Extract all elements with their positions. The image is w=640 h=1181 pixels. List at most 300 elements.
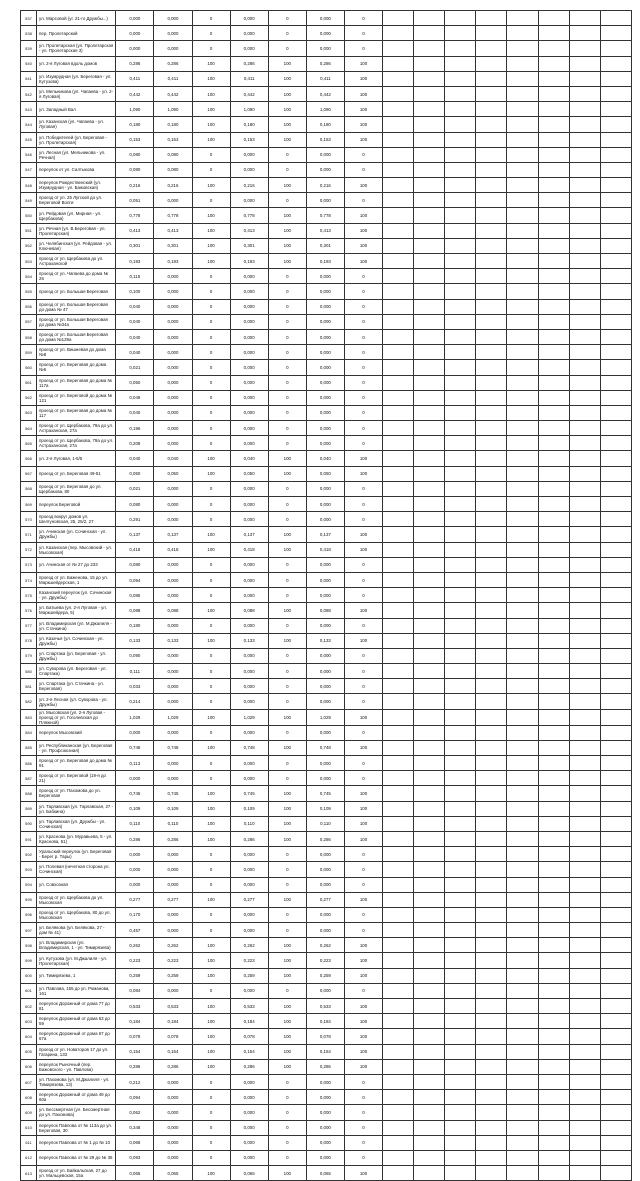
value-cell: 0,193 [306, 254, 344, 269]
empty-cell [414, 572, 445, 587]
empty-cell [476, 1166, 507, 1181]
value-cell: 0,000 [306, 41, 344, 56]
empty-cell [383, 1135, 414, 1150]
value-cell: 0 [268, 360, 306, 375]
value-cell: 0,154 [154, 1044, 192, 1059]
value-cell: 0 [344, 26, 382, 41]
row-number-cell: 544 [21, 117, 37, 132]
value-cell: 0,040 [116, 314, 154, 329]
value-cell: 0 [192, 193, 230, 208]
empty-cell [507, 208, 538, 223]
value-cell: 0,216 [306, 178, 344, 193]
road-name-cell: Уральский переулок (ул. Береговая - Берег р. Тары) [37, 847, 116, 862]
empty-cell [414, 877, 445, 892]
row-number-cell: 555 [21, 284, 37, 299]
value-cell: 0,277 [230, 892, 268, 907]
empty-cell [383, 56, 414, 71]
empty-cell [476, 1120, 507, 1135]
row-number-cell: 553 [21, 254, 37, 269]
road-name-cell: ул. Тарлавская (ул. Дружбы - ул. Сочинская) [37, 816, 116, 831]
empty-cell [569, 375, 600, 390]
empty-cell [414, 132, 445, 147]
value-cell: 0,133 [154, 633, 192, 648]
value-cell: 0,216 [230, 178, 268, 193]
table-row [21, 1120, 632, 1135]
value-cell: 0,000 [230, 862, 268, 877]
road-name-cell: ул. Лесная (ул. Мельникова - ул. Речная) [37, 147, 116, 162]
value-cell: 0,080 [116, 162, 154, 177]
road-name-cell: переулок Дорожный от дома 67 до 67а [37, 1029, 116, 1044]
empty-cell [445, 603, 476, 618]
value-cell: 0 [192, 345, 230, 360]
value-cell: 100 [268, 117, 306, 132]
value-cell: 0,286 [154, 831, 192, 846]
empty-cell [383, 999, 414, 1014]
table-row [21, 786, 632, 801]
value-cell: 0 [268, 26, 306, 41]
empty-cell [507, 572, 538, 587]
value-cell: 0 [268, 725, 306, 740]
value-cell: 0,000 [306, 648, 344, 663]
empty-cell [383, 938, 414, 953]
road-name-cell: ул. Пахомова (ул. М.Джалиля - ул. Тимирязева, 13) [37, 1074, 116, 1089]
value-cell: 100 [344, 56, 382, 71]
value-cell: 0 [268, 618, 306, 633]
value-cell: 0 [192, 162, 230, 177]
value-cell: 0,050 [306, 466, 344, 481]
empty-cell [476, 421, 507, 436]
empty-cell [414, 648, 445, 663]
value-cell: 0,000 [116, 26, 154, 41]
value-cell: 0 [192, 572, 230, 587]
value-cell: 0,137 [306, 527, 344, 542]
empty-cell [507, 1150, 538, 1165]
value-cell: 0,000 [230, 756, 268, 771]
empty-cell [476, 178, 507, 193]
empty-cell [569, 968, 600, 983]
road-name-cell: ул. Мельникова (ул. Чапаева - ул. 2-я Луговая) [37, 86, 116, 101]
empty-cell [507, 26, 538, 41]
table-row [21, 497, 632, 512]
table-row [21, 801, 632, 816]
table-row [21, 360, 632, 375]
value-cell: 0 [268, 481, 306, 496]
empty-cell [569, 801, 600, 816]
empty-cell [445, 664, 476, 679]
empty-cell [600, 147, 631, 162]
value-cell: 0 [192, 436, 230, 451]
value-cell: 0,000 [230, 481, 268, 496]
value-cell: 1,029 [230, 709, 268, 725]
road-name-cell: ул. Ачинская (ул. Сочинская - ул. Дружбы) [37, 527, 116, 542]
row-number-cell: 608 [21, 1090, 37, 1105]
value-cell: 0,748 [154, 740, 192, 755]
empty-cell [414, 1166, 445, 1181]
empty-cell [383, 208, 414, 223]
value-cell: 0 [268, 1105, 306, 1120]
empty-cell [538, 147, 569, 162]
row-number-cell: 609 [21, 1105, 37, 1120]
empty-cell [414, 238, 445, 253]
table-row [21, 178, 632, 193]
value-cell: 100 [344, 1059, 382, 1074]
value-cell: 0 [268, 694, 306, 709]
empty-cell [569, 102, 600, 117]
empty-cell [445, 1044, 476, 1059]
value-cell: 0,000 [116, 725, 154, 740]
empty-cell [600, 1044, 631, 1059]
empty-cell [507, 117, 538, 132]
empty-cell [538, 421, 569, 436]
empty-cell [538, 178, 569, 193]
empty-cell [600, 117, 631, 132]
value-cell: 0,277 [116, 892, 154, 907]
value-cell: 0,411 [154, 71, 192, 86]
value-cell: 0,000 [230, 26, 268, 41]
empty-cell [507, 557, 538, 572]
value-cell: 100 [192, 208, 230, 223]
empty-cell [476, 862, 507, 877]
empty-cell [538, 542, 569, 557]
value-cell: 0 [344, 481, 382, 496]
value-cell: 0,000 [306, 405, 344, 420]
empty-cell [445, 238, 476, 253]
value-cell: 0 [192, 618, 230, 633]
value-cell: 0,033 [116, 679, 154, 694]
empty-cell [569, 208, 600, 223]
empty-cell [569, 86, 600, 101]
road-name-cell: ул. Павлова, 155 до ул. Романова, 161 [37, 983, 116, 998]
value-cell: 100 [268, 633, 306, 648]
empty-cell [569, 1120, 600, 1135]
table-row [21, 11, 632, 26]
empty-cell [476, 208, 507, 223]
value-cell: 0,078 [306, 1029, 344, 1044]
value-cell: 0,000 [306, 983, 344, 998]
empty-cell [569, 648, 600, 663]
value-cell: 0,259 [306, 968, 344, 983]
value-cell: 0 [344, 694, 382, 709]
value-cell: 0,000 [306, 923, 344, 938]
empty-cell [383, 1014, 414, 1029]
empty-cell [476, 390, 507, 405]
empty-cell [538, 756, 569, 771]
empty-cell [476, 102, 507, 117]
value-cell: 0 [344, 284, 382, 299]
value-cell: 0,000 [230, 193, 268, 208]
value-cell: 100 [192, 831, 230, 846]
empty-cell [538, 907, 569, 922]
table-row [21, 41, 632, 56]
value-cell: 0,000 [154, 557, 192, 572]
value-cell: 0,000 [306, 147, 344, 162]
value-cell: 0,000 [306, 877, 344, 892]
road-name-cell: ул. Изумрудная (ул. Береговая - ул. Кутузова) [37, 71, 116, 86]
value-cell: 0,184 [154, 1014, 192, 1029]
value-cell: 0,000 [230, 299, 268, 314]
empty-cell [476, 481, 507, 496]
value-cell: 0,000 [154, 512, 192, 527]
empty-cell [538, 1135, 569, 1150]
table-row [21, 193, 632, 208]
empty-cell [445, 26, 476, 41]
empty-cell [383, 405, 414, 420]
empty-cell [538, 725, 569, 740]
value-cell: 0,000 [306, 847, 344, 862]
row-number-cell: 559 [21, 345, 37, 360]
value-cell: 0,050 [116, 466, 154, 481]
value-cell: 0 [268, 862, 306, 877]
table-row [21, 1090, 632, 1105]
empty-cell [600, 238, 631, 253]
empty-cell [414, 664, 445, 679]
value-cell: 0,196 [116, 421, 154, 436]
empty-cell [600, 284, 631, 299]
value-cell: 0,133 [306, 633, 344, 648]
empty-cell [383, 497, 414, 512]
value-cell: 0,457 [116, 923, 154, 938]
row-number-cell: 552 [21, 238, 37, 253]
row-number-cell: 557 [21, 314, 37, 329]
empty-cell [414, 1014, 445, 1029]
empty-cell [600, 314, 631, 329]
empty-cell [476, 86, 507, 101]
road-name-cell: ул. 2-я Луговая, 1-5/5 [37, 451, 116, 466]
table-row [21, 588, 632, 603]
empty-cell [476, 345, 507, 360]
value-cell: 0 [268, 923, 306, 938]
empty-cell [507, 132, 538, 147]
empty-cell [507, 102, 538, 117]
empty-cell [538, 786, 569, 801]
empty-cell [476, 740, 507, 755]
empty-cell [445, 786, 476, 801]
value-cell: 0,109 [306, 801, 344, 816]
value-cell: 0,109 [230, 801, 268, 816]
empty-cell [414, 1059, 445, 1074]
empty-cell [538, 284, 569, 299]
value-cell: 1,090 [306, 102, 344, 117]
value-cell: 0,193 [230, 254, 268, 269]
empty-cell [569, 512, 600, 527]
value-cell: 100 [344, 1029, 382, 1044]
value-cell: 1,090 [116, 102, 154, 117]
value-cell: 0 [268, 679, 306, 694]
row-number-cell: 591 [21, 831, 37, 846]
value-cell: 0,418 [154, 542, 192, 557]
empty-cell [569, 831, 600, 846]
value-cell: 0 [192, 360, 230, 375]
value-cell: 0,301 [116, 238, 154, 253]
empty-cell [507, 86, 538, 101]
value-cell: 100 [268, 801, 306, 816]
table-row [21, 436, 632, 451]
empty-cell [569, 877, 600, 892]
empty-cell [600, 299, 631, 314]
empty-cell [414, 223, 445, 238]
empty-cell [538, 193, 569, 208]
empty-cell [600, 208, 631, 223]
row-number-cell: 560 [21, 360, 37, 375]
empty-cell [507, 390, 538, 405]
road-name-cell: ул. Полевая (нечетная сторона ул. Сочинская) [37, 862, 116, 877]
value-cell: 0,080 [154, 147, 192, 162]
row-number-cell: 537 [21, 11, 37, 26]
road-name-cell: ул. Кутузова (ул. М.Джалиля - ул. Пролетарская) [37, 953, 116, 968]
value-cell: 0,418 [306, 542, 344, 557]
empty-cell [445, 193, 476, 208]
value-cell: 100 [344, 86, 382, 101]
road-name-cell: ул. Речная (ул. В.Береговая - ул. Пролетарская) [37, 223, 116, 238]
empty-cell [600, 892, 631, 907]
value-cell: 0 [192, 147, 230, 162]
empty-cell [383, 117, 414, 132]
value-cell: 0,000 [154, 648, 192, 663]
empty-cell [445, 269, 476, 284]
value-cell: 0,000 [230, 284, 268, 299]
value-cell: 0,000 [306, 618, 344, 633]
empty-cell [445, 208, 476, 223]
value-cell: 0,078 [154, 1029, 192, 1044]
value-cell: 0,180 [230, 117, 268, 132]
empty-cell [507, 451, 538, 466]
value-cell: 0,413 [154, 223, 192, 238]
empty-cell [507, 223, 538, 238]
value-cell: 0,000 [306, 345, 344, 360]
empty-cell [476, 512, 507, 527]
value-cell: 0,137 [230, 527, 268, 542]
empty-cell [383, 269, 414, 284]
empty-cell [383, 709, 414, 725]
empty-cell [383, 1150, 414, 1165]
value-cell: 0,153 [230, 132, 268, 147]
value-cell: 0 [344, 907, 382, 922]
value-cell: 0,000 [154, 1120, 192, 1135]
empty-cell [507, 999, 538, 1014]
empty-cell [538, 847, 569, 862]
empty-cell [569, 1166, 600, 1181]
row-number-cell: 575 [21, 588, 37, 603]
table-row [21, 953, 632, 968]
empty-cell [476, 572, 507, 587]
row-number-cell: 613 [21, 1166, 37, 1181]
empty-cell [445, 223, 476, 238]
empty-cell [507, 968, 538, 983]
empty-cell [538, 71, 569, 86]
value-cell: 100 [268, 208, 306, 223]
empty-cell [476, 1135, 507, 1150]
value-cell: 0,000 [230, 648, 268, 663]
value-cell: 0 [268, 557, 306, 572]
value-cell: 0,000 [230, 512, 268, 527]
empty-cell [476, 801, 507, 816]
empty-cell [600, 694, 631, 709]
value-cell: 0,216 [116, 178, 154, 193]
row-number-cell: 596 [21, 907, 37, 922]
value-cell: 0,000 [230, 360, 268, 375]
value-cell: 100 [192, 71, 230, 86]
value-cell: 0 [192, 694, 230, 709]
empty-cell [476, 71, 507, 86]
value-cell: 0,000 [306, 572, 344, 587]
empty-cell [538, 375, 569, 390]
empty-cell [414, 147, 445, 162]
empty-cell [600, 1014, 631, 1029]
empty-cell [507, 421, 538, 436]
empty-cell [600, 831, 631, 846]
empty-cell [600, 588, 631, 603]
empty-cell [538, 801, 569, 816]
value-cell: 100 [192, 527, 230, 542]
empty-cell [476, 56, 507, 71]
empty-cell [383, 329, 414, 344]
value-cell: 100 [192, 1014, 230, 1029]
value-cell: 0,000 [154, 923, 192, 938]
value-cell: 100 [192, 740, 230, 755]
value-cell: 0,000 [230, 497, 268, 512]
empty-cell [445, 679, 476, 694]
row-number-cell: 607 [21, 1074, 37, 1089]
empty-cell [445, 527, 476, 542]
empty-cell [507, 938, 538, 953]
value-cell: 0,000 [230, 1150, 268, 1165]
empty-cell [445, 557, 476, 572]
empty-cell [569, 466, 600, 481]
value-cell: 100 [192, 56, 230, 71]
value-cell: 0,050 [230, 466, 268, 481]
value-cell: 0,040 [154, 451, 192, 466]
row-number-cell: 549 [21, 193, 37, 208]
empty-cell [414, 1135, 445, 1150]
value-cell: 0,000 [306, 725, 344, 740]
empty-cell [600, 1090, 631, 1105]
road-name-cell: переулок Павлова от № 113а до ул. Береговая, 30 [37, 1120, 116, 1135]
empty-cell [414, 178, 445, 193]
empty-cell [507, 299, 538, 314]
empty-cell [383, 877, 414, 892]
empty-cell [445, 405, 476, 420]
value-cell: 100 [192, 466, 230, 481]
road-name-cell: проезд от ул. Большая Береговая до дома № 47 [37, 299, 116, 314]
empty-cell [445, 56, 476, 71]
empty-cell [414, 1029, 445, 1044]
value-cell: 0,111 [116, 664, 154, 679]
empty-cell [476, 648, 507, 663]
value-cell: 100 [192, 999, 230, 1014]
value-cell: 0,080 [154, 162, 192, 177]
road-name-cell: проезд от ул. Береговой до дома № 121 [37, 390, 116, 405]
value-cell: 0,065 [306, 1166, 344, 1181]
empty-cell [414, 831, 445, 846]
value-cell: 100 [344, 451, 382, 466]
empty-cell [476, 816, 507, 831]
value-cell: 100 [192, 633, 230, 648]
empty-cell [569, 284, 600, 299]
empty-cell [538, 618, 569, 633]
value-cell: 0,088 [306, 603, 344, 618]
empty-cell [569, 603, 600, 618]
empty-cell [383, 771, 414, 786]
road-name-cell: ул. Суворова (ул. Береговая - ул. Спартака) [37, 664, 116, 679]
empty-cell [569, 725, 600, 740]
value-cell: 0 [192, 26, 230, 41]
value-cell: 1,090 [154, 102, 192, 117]
empty-cell [507, 1105, 538, 1120]
empty-cell [445, 618, 476, 633]
empty-cell [445, 299, 476, 314]
empty-cell [538, 527, 569, 542]
value-cell: 0 [192, 421, 230, 436]
